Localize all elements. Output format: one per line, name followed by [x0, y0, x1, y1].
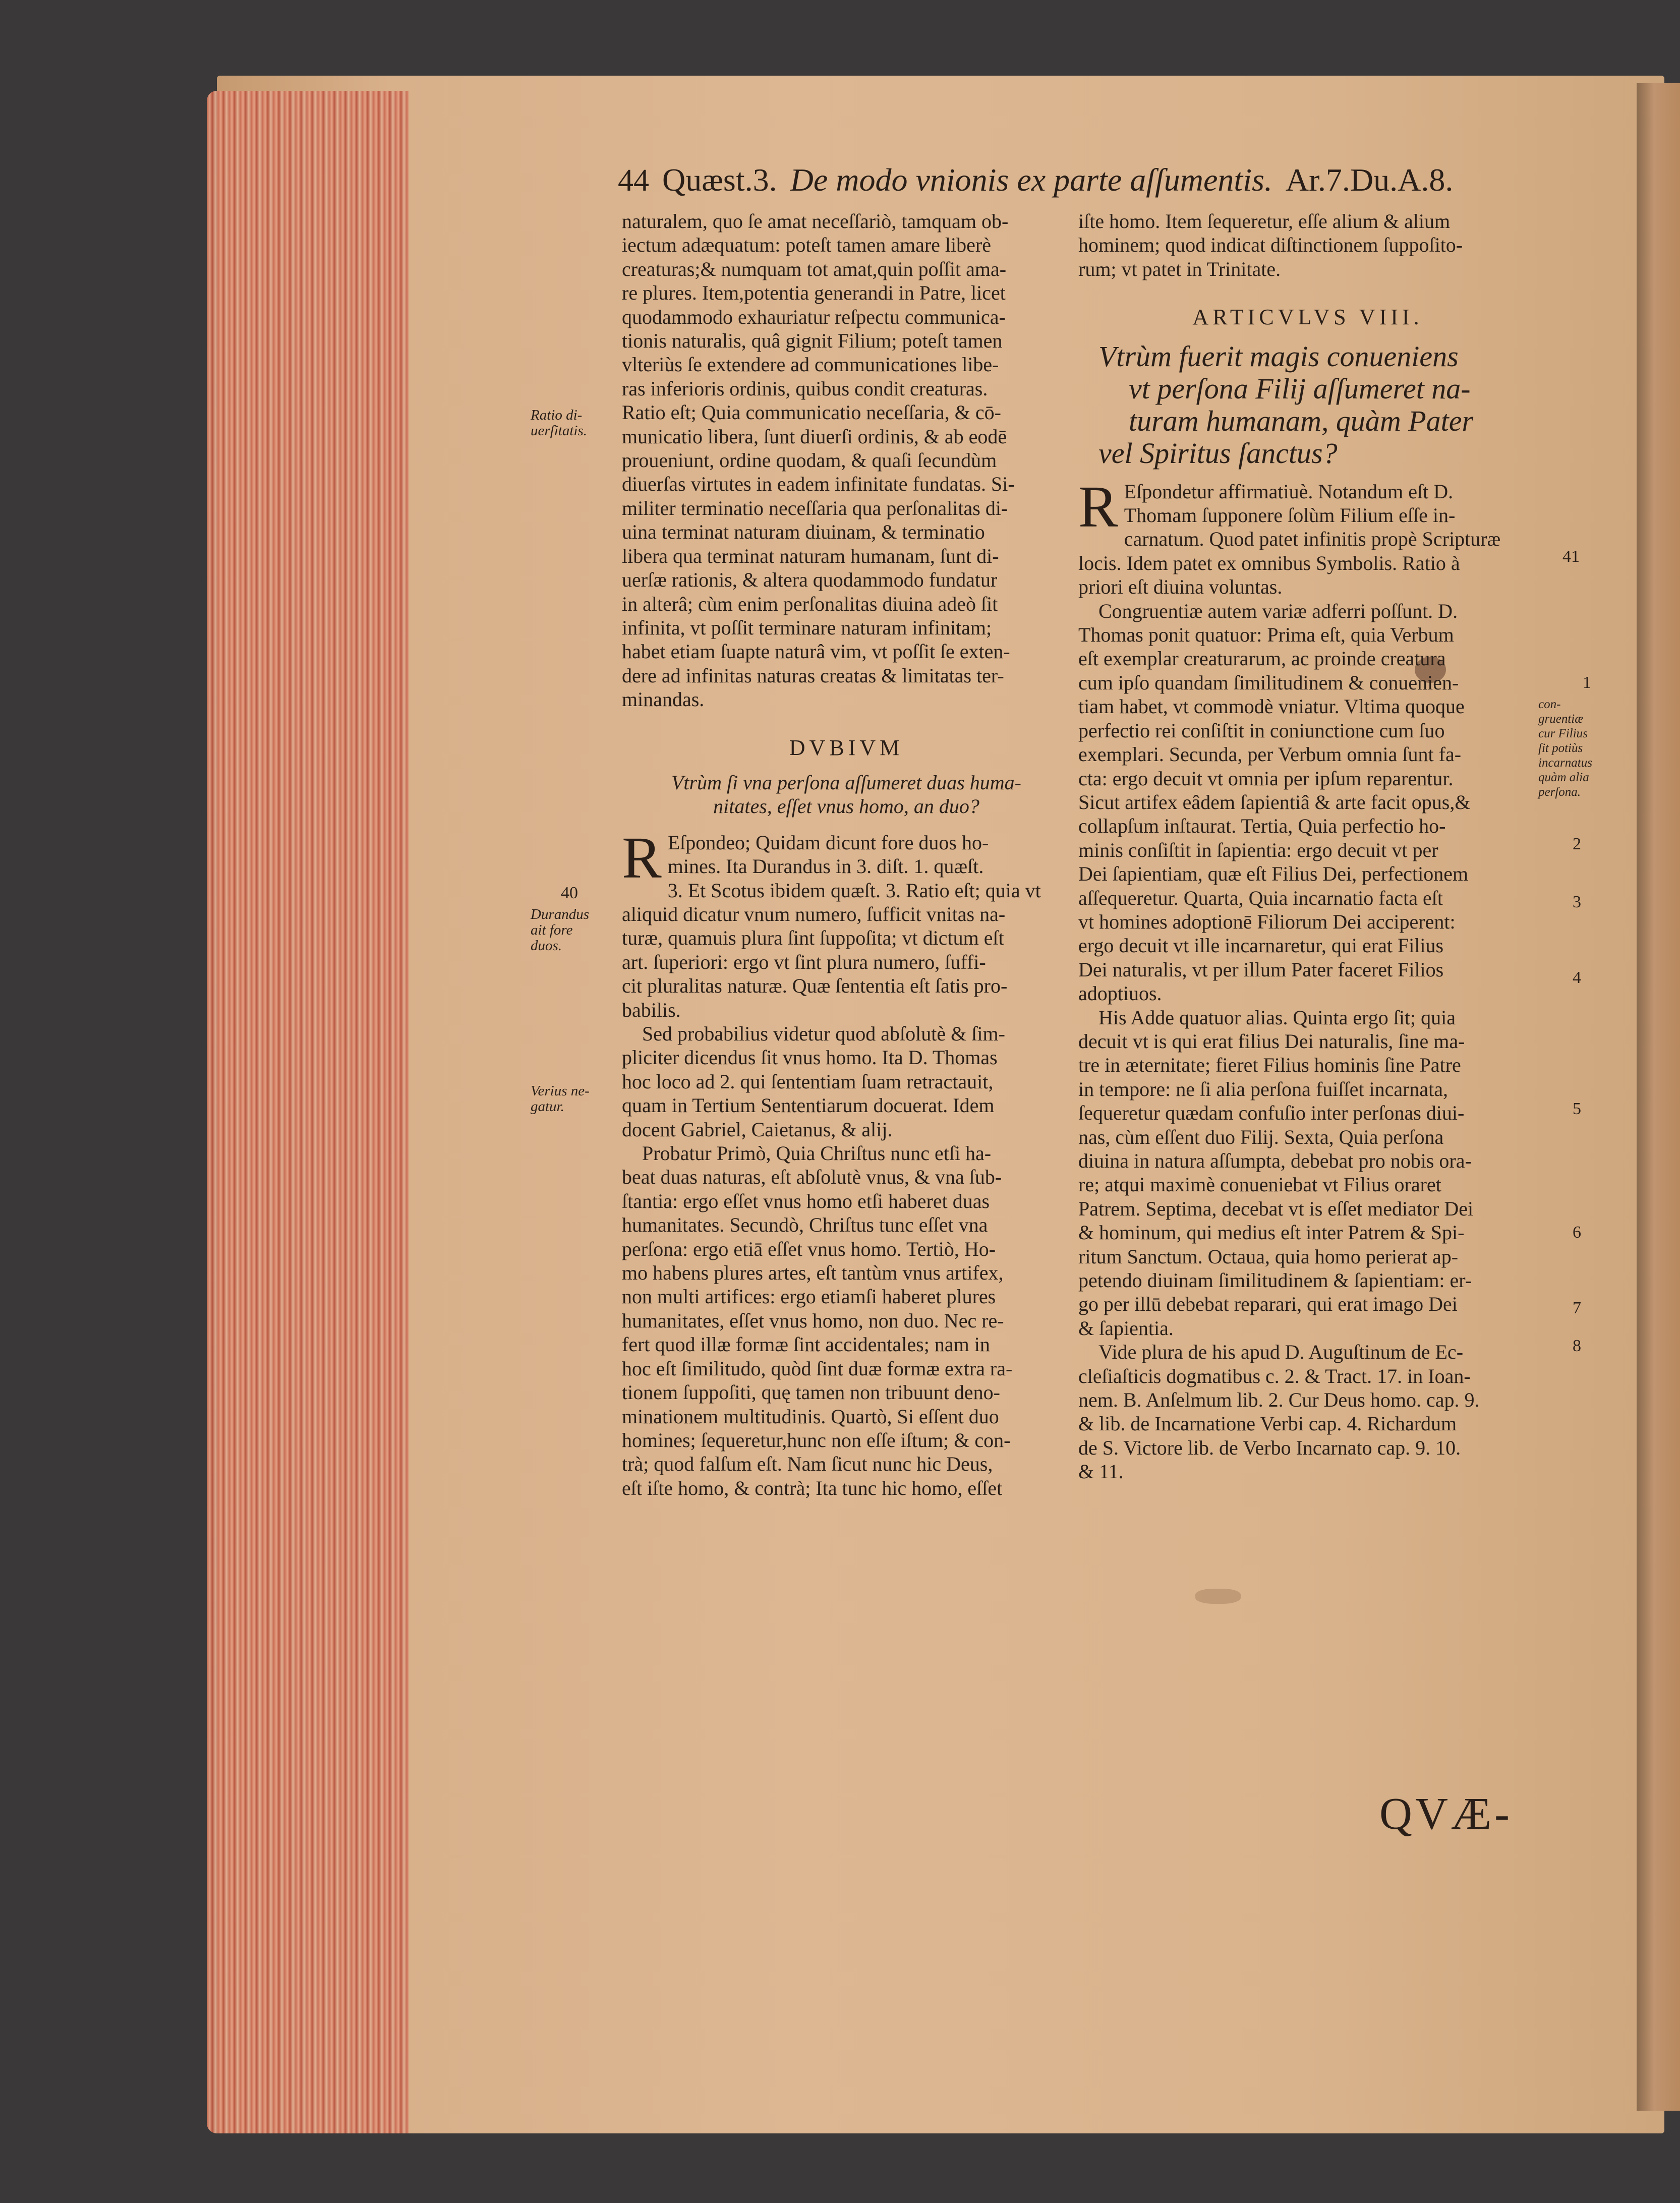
- text-line: aſſequeretur. Quarta, Quia incarnatio facta eſt: [1078, 886, 1443, 909]
- text-line: mo habens plures artes, eſt tantùm vnus artifex,: [622, 1261, 1004, 1285]
- text-line: ſtantia: ergo eſſet vnus homo etſi haberet duas: [622, 1189, 990, 1212]
- text-line: Vtrùm ſi vna perſona aſſumeret duas huma-: [671, 771, 1021, 794]
- margin-note-verius: Verius ne- gatur.: [531, 1083, 590, 1115]
- text-line: non multi artifices: ergo etiamſi haberet plures: [622, 1285, 996, 1308]
- text-line: Eſpondetur affirmatiuè. Notandum eſt D.: [1124, 480, 1454, 503]
- paper-stain: [1195, 1589, 1241, 1604]
- drop-cap: R: [622, 824, 662, 891]
- margin-number: 4: [1573, 968, 1581, 987]
- text-line: Thomas ponit quatuor: Prima eſt, quia Verbum: [1078, 623, 1454, 647]
- text-line: creaturas;& numquam tot amat,quin poſſit ama-: [622, 257, 1007, 280]
- text-line: hominem; quod indicat diſtinctionem ſuppoſito-: [1078, 234, 1463, 257]
- text-line: art. ſuperiori: ergo vt ſint plura numero, ſuffi-: [622, 950, 986, 973]
- text-line: & lib. de Incarnatione Verbi cap. 4. Richardum: [1078, 1412, 1457, 1435]
- text-line: priori eſt diuina voluntas.: [1078, 575, 1283, 599]
- text-line: fert quod illæ formæ ſint accidentales; nam in: [622, 1333, 990, 1356]
- article-ref: Ar.7.Du.A.8.: [1285, 162, 1454, 198]
- text-line: vel Spiritus ſanctus?: [1098, 436, 1338, 470]
- text-line: nas, cùm eſſent duo Filij. Sexta, Quia perſona: [1078, 1125, 1444, 1148]
- text-line: de S. Victore lib. de Verbo Incarnato cap. 9. 10.: [1078, 1436, 1461, 1459]
- text-line: tionis naturalis, quâ gignit Filium; poteſt tamen: [622, 329, 1003, 353]
- text-line: Patrem. Septima, decebat vt is eſſet mediator Dei: [1078, 1197, 1474, 1220]
- text-line: municatio libera, ſunt diuerſi ordinis, & ab eodē: [622, 425, 1007, 448]
- margin-note-congruentiae: con- gruentiæ cur Filius ſit potiùs incarnatus quàm alia perſona.: [1538, 698, 1592, 799]
- text-line: exemplari. Secunda, per Verbum omnia ſunt fa-: [1078, 743, 1462, 766]
- text-line: eſt iſte homo, & contrà; Ita tunc hic homo, eſſet: [622, 1476, 1003, 1499]
- text-line: ras inferioris ordinis, quibus condit creaturas.: [622, 377, 988, 400]
- text-line: trà; quod falſum eſt. Nam ſicut nunc hic Deus,: [622, 1453, 993, 1476]
- text-line: Probatur Primò, Quia Chriſtus nunc etſi ha-: [642, 1142, 992, 1165]
- text-line: & ſapientia.: [1078, 1316, 1174, 1340]
- text-line: collapſum inſtaurat. Tertia, Quia perfectio ho-: [1078, 815, 1446, 838]
- article-question: [1078, 340, 1537, 470]
- text-line: turæ, quamuis plura ſint ſuppoſita; vt dictum eſt: [622, 926, 1004, 950]
- text-line: hoc loco ad 2. qui ſententiam ſuam retractauit,: [622, 1070, 994, 1093]
- text-line: cum ipſo quandam ſimilitudinem & conuenien-: [1078, 671, 1459, 694]
- text-line: Congruentiæ autem variæ adferri poſſunt. D.: [1098, 599, 1458, 622]
- text-line: quodammodo exhauriatur reſpectu communica-: [622, 305, 1006, 328]
- text-line: Vide plura de his apud D. Auguſtinum de Ec-: [1098, 1341, 1464, 1364]
- text-line: naturalem, quo ſe amat neceſſariò, tamquam ob-: [622, 210, 1009, 233]
- text-line: minandas.: [622, 688, 705, 711]
- text-line: vt homines adoptionē Filiorum Dei acciperent:: [1078, 910, 1456, 933]
- margin-number: 2: [1573, 835, 1581, 853]
- margin-number: 7: [1573, 1299, 1581, 1317]
- text-line: pliciter dicendus ſit vnus homo. Ita D. Thomas: [622, 1046, 998, 1069]
- text-line: decuit vt is qui erat filius Dei naturalis, ſine ma-: [1078, 1029, 1465, 1053]
- margin-number: 5: [1573, 1099, 1581, 1118]
- text-line: petendo diuinam ſimilitudinem & ſapientiam: er-: [1078, 1269, 1472, 1292]
- text-line: hoc eſt ſimilitudo, quòd ſint duæ formæ extra ra-: [622, 1357, 1013, 1380]
- dubium-question: [622, 771, 1071, 819]
- margin-number: 6: [1573, 1223, 1581, 1242]
- text-line: Sicut artifex eâdem ſapientiâ & arte facit opus,&: [1078, 790, 1471, 814]
- text-line: & hominum, qui medius eſt inter Patrem & Spi-: [1078, 1221, 1465, 1244]
- text-line: proueniunt, ordine quodam, & quaſi ſecundùm: [622, 449, 997, 472]
- text-line: 3. Et Scotus ibidem quæſt. 3. Ratio eſt; quia vt: [667, 879, 1041, 902]
- text-line: infinita, vt poſſit terminare naturam infinitam;: [622, 616, 992, 639]
- text-line: ergo decuit vt ille incarnaretur, qui erat Filius: [1078, 934, 1444, 957]
- text-line: go per illū debebat reparari, qui erat imago Dei: [1078, 1293, 1458, 1316]
- margin-number: 40: [561, 884, 578, 902]
- text-line: beat duas naturas, eſt abſolutè vnus, & vna ſub-: [622, 1166, 1002, 1189]
- left-continuation-text: [622, 209, 1071, 712]
- page-number: 44: [618, 163, 649, 198]
- text-line: tionem ſuppoſiti, quę tamen non tribuunt deno-: [622, 1381, 1000, 1404]
- text-line: Sed probabilius videtur quod abſolutè & ſim-: [642, 1022, 1005, 1045]
- text-line: habet etiam ſuapte naturâ vim, vt poſſit ſe exten-: [622, 640, 1010, 663]
- text-line: cit pluralitas naturæ. Quæ ſententia eſt ſatis pro-: [622, 974, 1008, 998]
- text-line: in tempore: ne ſi alia perſona fuiſſet incarnata,: [1078, 1077, 1449, 1100]
- margin-number: 1: [1583, 673, 1591, 692]
- article-body: [1078, 473, 1537, 1484]
- text-line: aliquid dicatur vnum numero, ſufficit vnitas na-: [622, 902, 1006, 925]
- text-line: vlteriùs ſe extendere ad communicationes libe-: [622, 353, 999, 376]
- text-line: ſequeretur quædam confuſio inter perſonas diui-: [1078, 1102, 1465, 1125]
- text-line: nem. B. Anſelmum lib. 2. Cur Deus homo. cap. 9.: [1078, 1388, 1480, 1412]
- text-line: cleſiaſticis dogmatibus c. 2. & Tract. 17. in Ioan-: [1078, 1364, 1471, 1387]
- text-line: minis conſiſtit in ſapientia: ergo decuit vt per: [1078, 838, 1438, 861]
- text-line: diuerſas virtutes in eadem infinitate fundatas. Si-: [622, 473, 1015, 496]
- text-line: eſt exemplar creaturarum, ac proinde creatura: [1078, 647, 1446, 670]
- catchword: QVÆ-: [1379, 1789, 1513, 1839]
- page-fore-edge: [207, 91, 409, 2133]
- next-page-edge: [1637, 83, 1680, 2111]
- text-line: re plures. Item,potentia generandi in Patre, licet: [622, 281, 1006, 305]
- text-line: vt perſona Filij aſſumeret na-: [1129, 372, 1471, 405]
- text-line: turam humanam, quàm Pater: [1129, 404, 1474, 437]
- text-line: nitates, eſſet vnus homo, an duo?: [713, 795, 979, 818]
- margin-number: 8: [1573, 1337, 1581, 1355]
- running-head: [618, 161, 1536, 207]
- drop-cap: R: [1078, 473, 1118, 540]
- margin-note-ratio: Ratio di- uerſitatis.: [531, 407, 587, 439]
- text-line: adoptiuos.: [1078, 982, 1162, 1005]
- text-line: cta: ergo decuit vt omnia per ipſum reparentur.: [1078, 767, 1454, 790]
- text-line: in alterâ; cùm enim perſonalitas diuina adeò ſit: [622, 592, 998, 615]
- text-line: minationem multitudinis. Quartò, Si eſſent duo: [622, 1405, 999, 1428]
- text-line: Vtrùm fuerit magis conueniens: [1098, 339, 1459, 373]
- text-line: His Adde quatuor alias. Quinta ergo ſit; quia: [1098, 1006, 1456, 1029]
- text-line: ritum Sanctum. Octaua, quia homo perierat ap-: [1078, 1245, 1459, 1268]
- text-line: Dei naturalis, vt per illum Pater faceret Filios: [1078, 958, 1444, 981]
- text-line: homines; ſequeretur,hunc non eſſe iſtum; & con-: [622, 1428, 1011, 1452]
- text-line: quam in Tertium Sententiarum docuerat. Idem: [622, 1094, 995, 1117]
- text-line: militer terminatio neceſſaria qua perſonalitas di-: [622, 496, 1008, 519]
- margin-number: 41: [1562, 547, 1580, 566]
- text-line: mines. Ita Durandus in 3. diſt. 1. quæſt.: [667, 855, 984, 878]
- text-line: uina terminat naturam diuinam, & terminatio: [622, 520, 985, 544]
- text-line: humanitates. Secundò, Chriſtus tunc eſſet vna: [622, 1213, 988, 1237]
- text-line: perfectio rei conſiſtit in coniunctione cum ſuo: [1078, 719, 1445, 742]
- margin-number: 3: [1573, 893, 1581, 911]
- text-line: perſona: ergo etiā eſſet vnus homo. Tertiò, Ho-: [622, 1237, 996, 1260]
- right-column: [1078, 209, 1537, 1484]
- text-line: docent Gabriel, Caietanus, & alij.: [622, 1118, 893, 1141]
- text-line: iſte homo. Item ſequeretur, eſſe alium & alium: [1078, 210, 1451, 233]
- text-line: & 11.: [1078, 1460, 1124, 1483]
- margin-note-durandus: Durandus ait fore duos.: [531, 906, 590, 954]
- text-line: tre in æternitate; fieret Filius hominis ſine Patre: [1078, 1054, 1461, 1077]
- text-line: libera qua terminat naturam humanam, ſunt di-: [622, 544, 999, 567]
- text-line: re; atqui maximè conueniebat vt Filius oraret: [1078, 1173, 1441, 1196]
- text-line: Eſpondeo; Quidam dicunt fore duos ho-: [667, 831, 989, 854]
- text-line: Dei ſapientiam, quæ eſt Filius Dei, perfectionem: [1078, 862, 1469, 886]
- dubium-body: [622, 824, 1071, 1500]
- left-column: [622, 209, 1071, 1500]
- text-line: diuina in natura aſſumpta, debebat pro nobis ora-: [1078, 1149, 1472, 1172]
- text-line: rum; vt patet in Trinitate.: [1078, 257, 1281, 280]
- text-line: locis. Idem patet ex omnibus Symbolis. Ratio à: [1078, 551, 1460, 574]
- page-title: De modo vnionis ex parte aſſumentis.: [790, 162, 1272, 198]
- text-line: uerſæ rationis, & altera quodammodo fundatur: [622, 568, 998, 592]
- text-line: tiam habet, vt commodè vniatur. Vltima quoque: [1078, 695, 1465, 718]
- article-heading: ARTICVLVS VIII.: [1192, 305, 1423, 330]
- text-line: dere ad infinitas naturas creatas & limitatas ter-: [622, 664, 1004, 687]
- text-line: humanitates, eſſet vnus homo, non duo. Nec re-: [622, 1309, 1004, 1332]
- question-ref: Quæst.3.: [662, 162, 777, 198]
- text-line: Ratio eſt; Quia communicatio neceſſaria, & cō-: [622, 401, 1001, 424]
- text-line: carnatum. Quod patet infinitis propè Scripturæ: [1124, 528, 1501, 551]
- text-line: babilis.: [622, 998, 681, 1021]
- dubium-heading: DVBIVM: [789, 735, 904, 760]
- text-line: Thomam ſupponere ſolùm Filium eſſe in-: [1124, 504, 1456, 527]
- text-line: iectum adæquatum: poteſt tamen amare liberè: [622, 234, 991, 257]
